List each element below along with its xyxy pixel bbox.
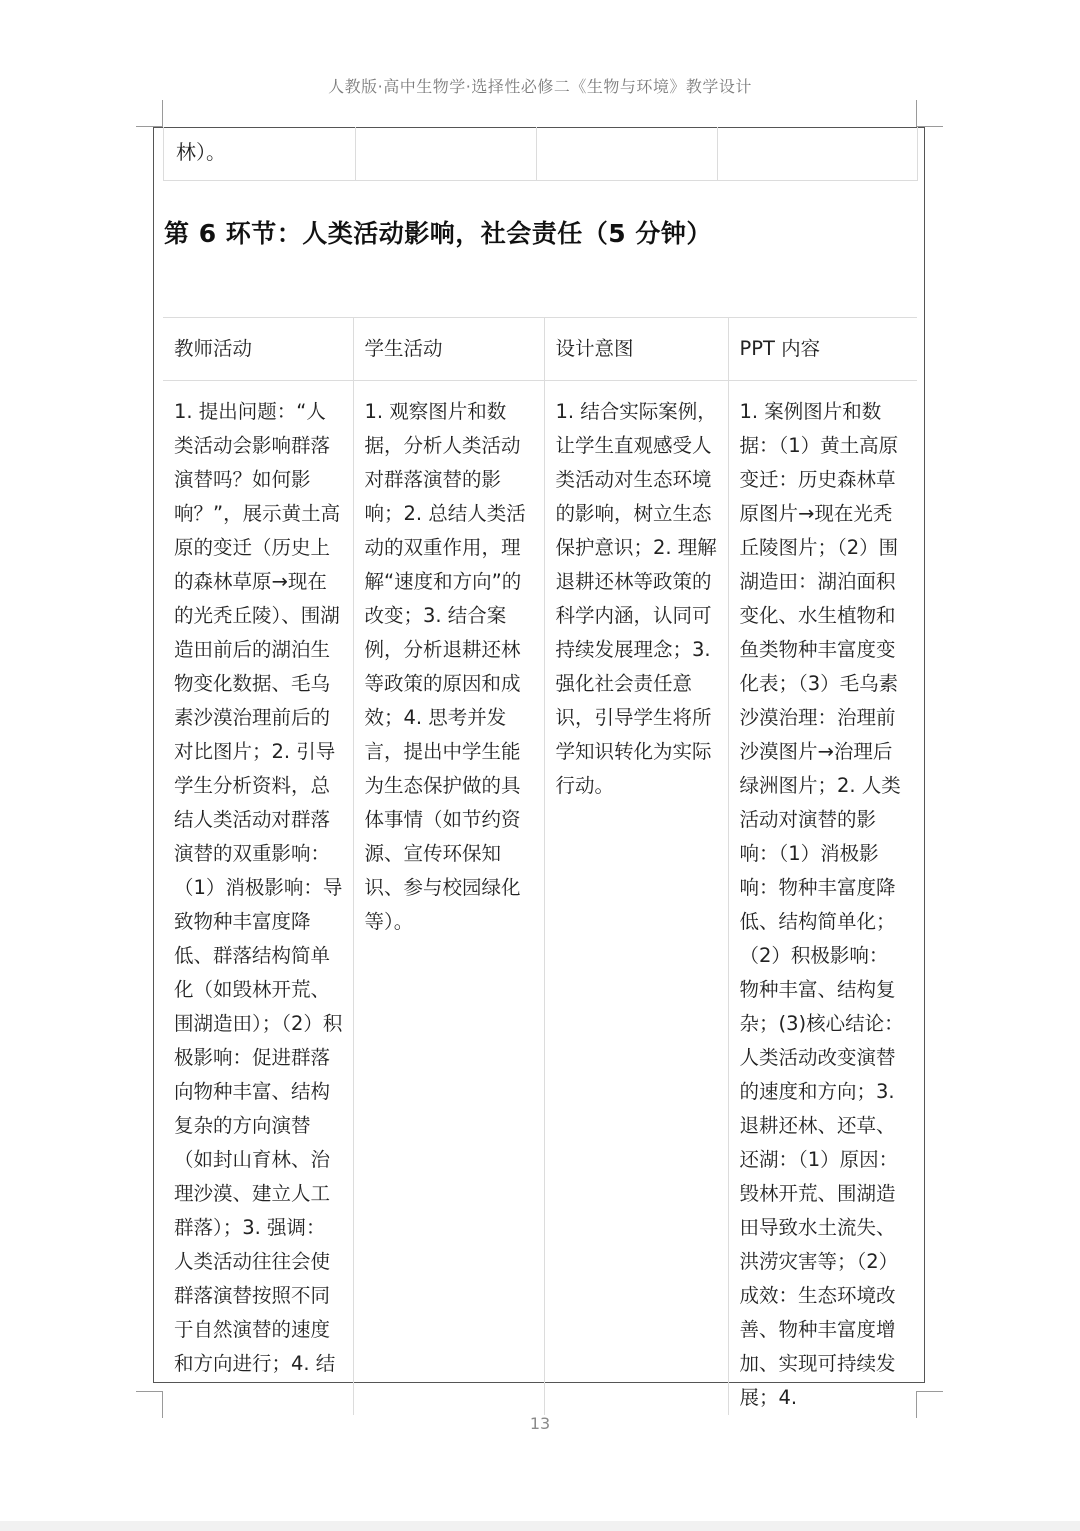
continuation-table (163, 127, 918, 181)
table-header-row (163, 318, 917, 381)
crop-mark-top-left (162, 100, 163, 126)
cell-student-activity: 1. 观察图片和数据，分析人类活动对群落演替的影响；2. 总结人类活动的双重作用，理解“速度和方向”的改变；3. 结合案例，分析退耕还林等政策的原因和成效；4. 思考并发言，提出中学生能为生态保护做的具体事情（如节约资源、宣传环保知识、参与校园绿化等）。 (353, 381, 544, 1416)
cell-teacher-activity: 1. 提出问题：“人类活动会影响群落演替吗？如何影响？”，展示黄土高原的变迁（历史上的森林草原→现在的光秃丘陵）、围湖造田前后的湖泊生物变化数据、毛乌素沙漠治理前后的对比图片；2. 引导学生分析资料，总结人类活动对群落演替的双重影响：（1）消极影响：导致物种丰富度降低、群落结构简单化（如毁林开荒、围湖造田）；（2）积极影响：促进群落向物种丰富、结构复杂的方向演替（如封山育林、治理沙漠、建立人工群落）；3. 强调：人类活动往往会使群落演替按照不同于自然演替的速度和方向进行；4. 结 (163, 381, 353, 1416)
activity-table (163, 317, 917, 1415)
crop-mark-bottom-left-h (136, 1391, 163, 1392)
table-row (164, 127, 918, 181)
header-teacher-activity: 教师活动 (163, 318, 353, 381)
table-cell (718, 127, 918, 181)
cell-design-intent: 1. 结合实际案例，让学生直观感受人类活动对生态环境的影响，树立生态保护意识；2. 理解退耕还林等政策的科学内涵，认同可持续发展理念；3. 强化社会责任意识，引导学生将所学知识转化为实际行动。 (544, 381, 728, 1416)
header-student-activity: 学生活动 (353, 318, 544, 381)
page-number: 13 (529, 1414, 551, 1433)
table-cell: 林）。 (164, 127, 356, 181)
header-design-intent: 设计意图 (544, 318, 728, 381)
bottom-strip (0, 1521, 1080, 1531)
crop-mark-top-right (916, 100, 917, 126)
table-cell (356, 127, 537, 181)
table-cell (537, 127, 718, 181)
cell-ppt-content: 1. 案例图片和数据：（1）黄土高原变迁：历史森林草原图片→现在光秃丘陵图片；（2）围湖造田：湖泊面积变化、水生植物和鱼类物种丰富度变化表；（3）毛乌素沙漠治理：治理前沙漠图片→治理后绿洲图片；2. 人类活动对演替的影响：（1）消极影响：物种丰富度降低、结构简单化；（2）积极影响：物种丰富、结构复杂；(3)核心结论：人类活动改变演替的速度和方向；3. 退耕还林、还草、还湖：（1）原因：毁林开荒、围湖造田导致水土流失、洪涝灾害等；（2）成效：生态环境改善、物种丰富度增加、实现可持续发展；4. (728, 381, 917, 1416)
header-ppt-content: PPT 内容 (728, 318, 917, 381)
running-header: 人教版·高中生物学·选择性必修二《生物与环境》教学设计 (328, 77, 752, 96)
section-title: 第 6 环节：人类活动影响，社会责任（5 分钟） (164, 219, 712, 248)
table-row (163, 381, 917, 1416)
crop-mark-bottom-right-h (916, 1391, 943, 1392)
